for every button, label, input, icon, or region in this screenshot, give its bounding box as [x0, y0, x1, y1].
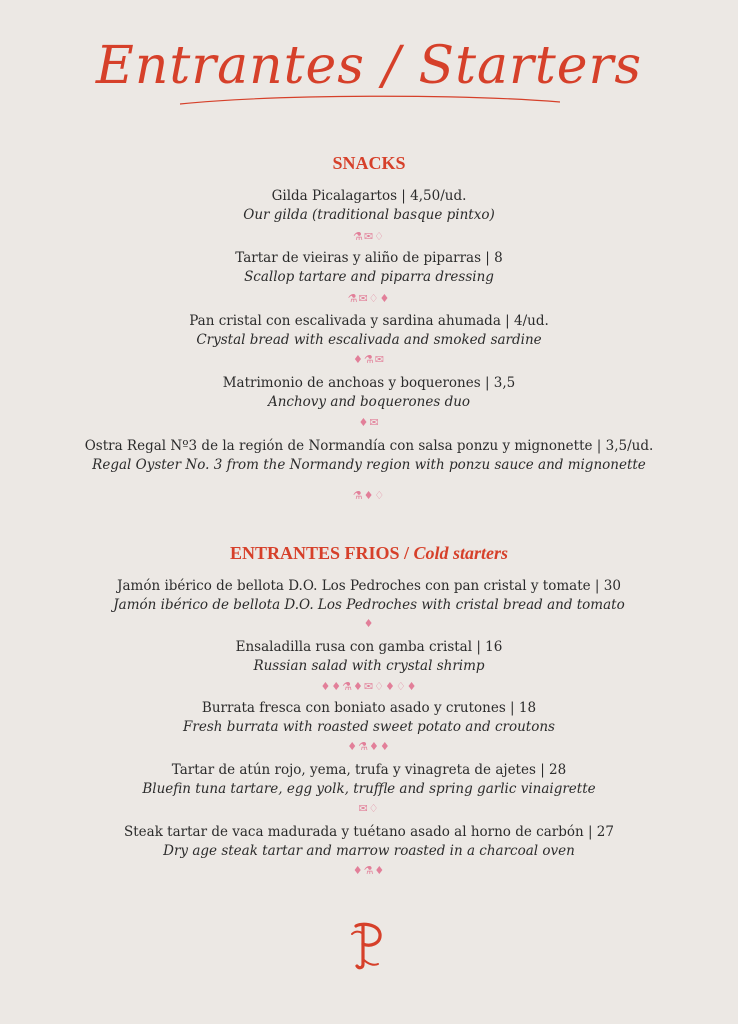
- dish-name-es: Ensaladilla rusa con gamba cristal | 16: [235, 639, 503, 655]
- dish-name-en: Bluefin tuna tartare, egg yolk, truffle and spring garlic vinaigrette: [142, 781, 596, 797]
- dish-name-es: Pan cristal con escalivada y sardina ahumada | 4/ud.: [189, 313, 549, 329]
- menu-item: [0, 187, 738, 225]
- menu-item: [0, 699, 738, 737]
- menu-item: [0, 577, 738, 615]
- allergen-icons: ♦⚗♦♦: [347, 740, 391, 753]
- dish-name-es: Steak tartar de vaca madurada y tuétano asado al horno de carbón | 27: [123, 824, 614, 840]
- menu-item: [0, 249, 738, 287]
- dish-name-en: Russian salad with crystal shrimp: [253, 658, 485, 674]
- menu-item: [0, 437, 738, 475]
- cold-heading-en: Cold starters: [413, 543, 509, 563]
- dish-name-es: Gilda Picalagartos | 4,50/ud.: [271, 188, 467, 204]
- dish-name-en: Fresh burrata with roasted sweet potato and croutons: [183, 719, 555, 735]
- dish-name-es: Jamón ibérico de bellota D.O. Los Pedroches con pan cristal y tomate | 30: [117, 578, 621, 594]
- title-flourish-icon: [160, 92, 580, 112]
- allergen-icons: ♦⚗✉: [353, 353, 385, 366]
- snacks-section: [0, 152, 738, 174]
- cold-heading-separator: /: [399, 543, 414, 563]
- allergen-icons: ♦: [363, 617, 375, 630]
- allergen-icons: ⚗✉♢♦: [347, 292, 391, 305]
- dish-name-en: Our gilda (traditional basque pintxo): [243, 207, 495, 223]
- allergen-icons: ⚗✉♢: [353, 230, 385, 243]
- dish-name-en: Crystal bread with escalivada and smoked sardine: [196, 332, 542, 348]
- dish-name-en: Scallop tartare and piparra dressing: [244, 269, 494, 285]
- menu-item: [0, 761, 738, 799]
- cold-starters-section: [0, 542, 738, 564]
- menu-item: [0, 823, 738, 861]
- menu-item: [0, 638, 738, 676]
- allergen-icons: ✉♢: [358, 802, 380, 815]
- dish-name-es: Ostra Regal Nº3 de la región de Normandía con salsa ponzu y mignonette | 3,5/ud.: [84, 438, 654, 454]
- menu-item: [0, 374, 738, 412]
- dish-name-es: Matrimonio de anchoas y boquerones | 3,5: [222, 375, 516, 391]
- cold-starters-heading: [0, 542, 738, 564]
- allergen-icons: ♦⚗♦: [352, 864, 386, 877]
- dish-name-es: Tartar de atún rojo, yema, trufa y vinagreta de ajetes | 28: [171, 762, 567, 778]
- allergen-icons: ⚗♦♢: [352, 489, 386, 502]
- dish-name-en: Dry age steak tartar and marrow roasted in a charcoal oven: [163, 843, 575, 859]
- cold-heading-es: ENTRANTES FRIOS: [229, 543, 400, 563]
- allergen-icons: ♦♦⚗♦✉♢♦♢♦: [320, 680, 418, 693]
- dish-name-en: Regal Oyster No. 3 from the Normandy region with ponzu sauce and mignonette: [92, 457, 646, 473]
- page-title: Entrantes / Starters: [95, 36, 643, 96]
- dish-name-en: Jamón ibérico de bellota D.O. Los Pedroches with cristal bread and tomato: [113, 597, 625, 613]
- dish-name-en: Anchovy and boquerones duo: [267, 394, 471, 410]
- restaurant-logo-icon: [348, 920, 388, 972]
- dish-name-es: Tartar de vieiras y aliño de piparras | 8: [235, 250, 503, 266]
- menu-item: [0, 312, 738, 350]
- dish-name-es: Burrata fresca con boniato asado y crutones | 18: [201, 700, 537, 716]
- snacks-heading: SNACKS: [332, 153, 406, 173]
- allergen-icons: ♦✉: [358, 416, 380, 429]
